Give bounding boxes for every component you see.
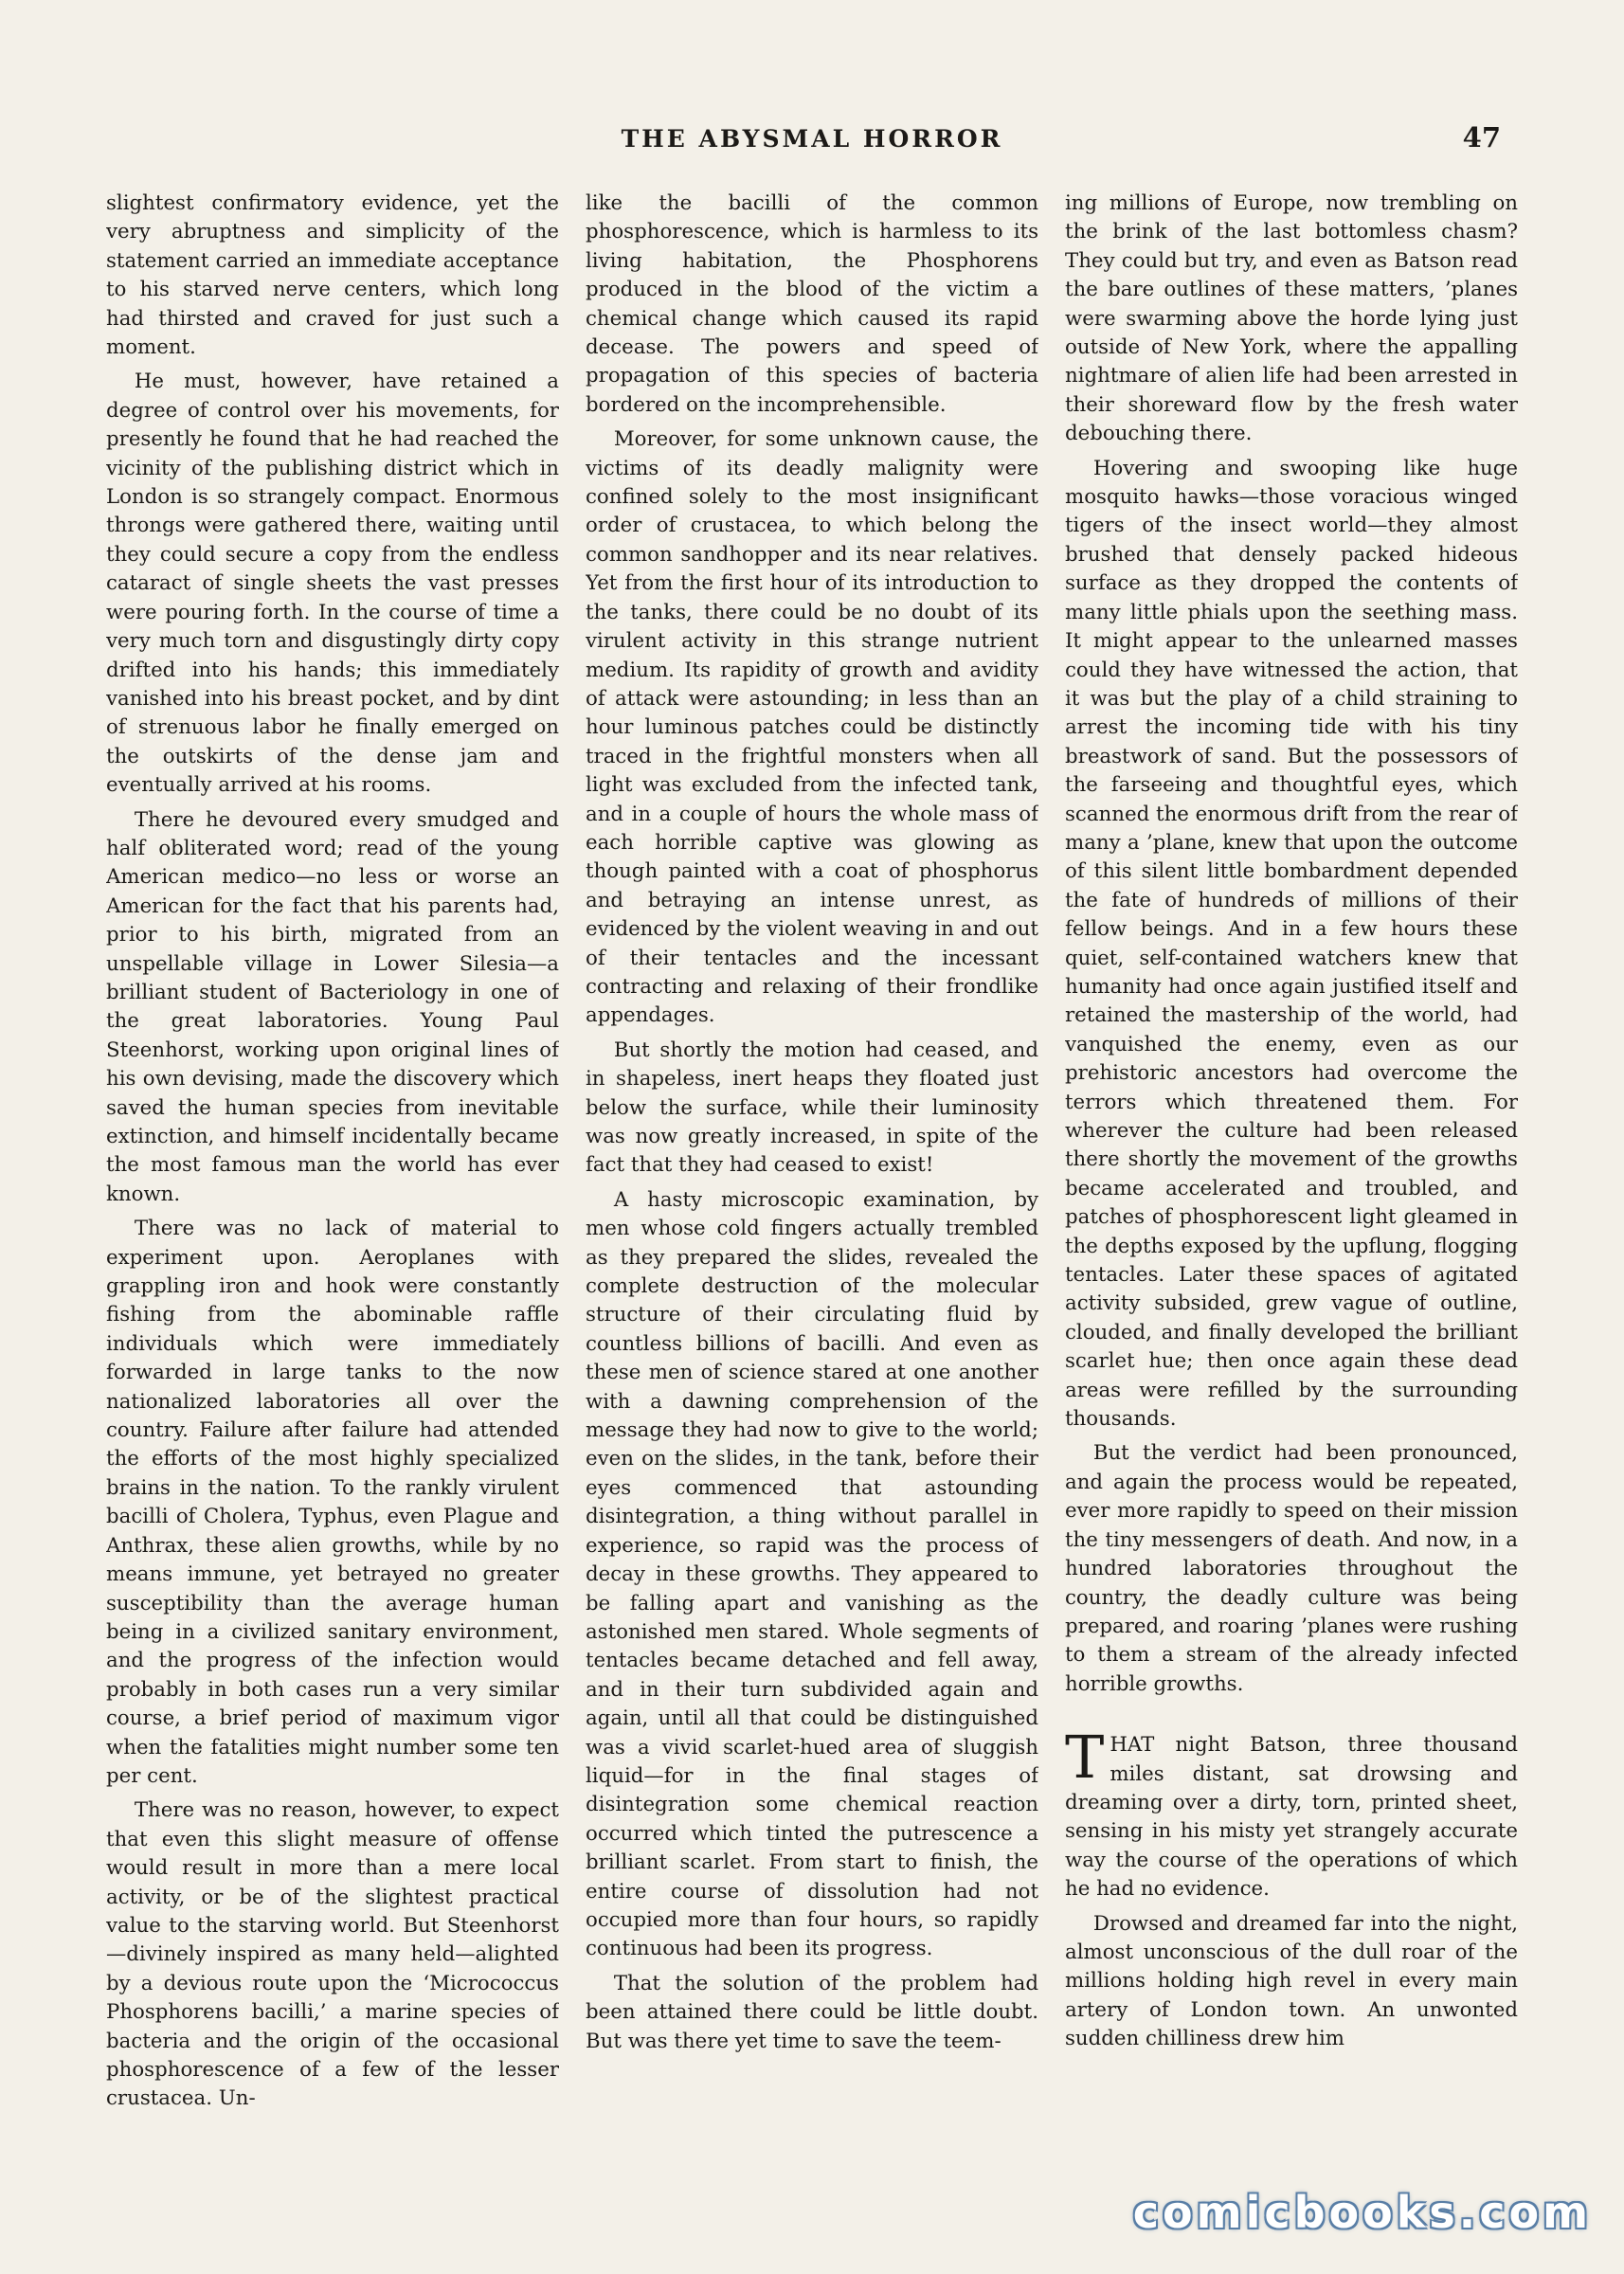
paragraph: like the bacilli of the common phosphorescence, which is harmless to its living habitation, the Phosphorens produced in the blood of the victim a chemical change which caused its rapid decease. The powers and speed of propagation of this species of bacteria bordered on the incomprehensible. [586,191,1038,417]
column-1 [106,190,559,2132]
paragraph: There he devoured every smudged and half obliterated word; read of the young American medico—no less or worse an American for the fact that his parents had, prior to his birth, migrated from an unspellable village in Lower Silesia—a brilliant student of Bacteriology in one of the great laboratories. Young Paul Steenhorst, working upon original lines of his own devising, made the discovery which saved the human species from inevitable extinction, and himself incidentally became the most famous man the world has ever known. [106,807,559,1206]
paragraph: But the verdict had been pronounced, and again the process would be repeated, ever more rapidly to speed on their mission the tiny messengers of death. And now, in a hundred laboratories throughout the country, the deadly culture was being prepared, and roaring ’planes were rushing to them a stream of the already infected horrible growths. [1065,1441,1518,1696]
column-3 [1065,190,1518,2132]
site-watermark: comicbooks.com [1132,2187,1592,2238]
page-number: 47 [1462,121,1501,153]
paragraph: A hasty microscopic examination, by men whose cold fingers actually trembled as they prepared the slides, revealed the complete destruction of the molecular structure of their circulating fluid by countless billions of bacilli. And even as these men of science stared at one another with a dawning comprehension of the message they had now to give to the world; even on the slides, in the tank, before their eyes commenced that astounding disintegration, a thing without parallel in experience, so rapid was the process of decay in these growths. They appeared to be falling apart and vanishing as the astonished men stared. Whole segments of tentacles became detached and fell away, and in their turn subdivided again and again, until all that could be distinguished was a vivid scarlet-hued area of sluggish liquid—for in the final stages of disintegration some chemical reaction occurred which tinted the putrescence a brilliant scarlet. From start to finish, the entire course of dissolution had not occupied more than four hours, so rapidly continuous had been its progress. [586,1187,1038,1961]
paragraph: He must, however, have retained a degree of control over his movements, for presently he found that he had reached the vicinity of the publishing district which in London is so strangely compact. Enormous throngs were gathered there, waiting until they could secure a copy from the endless cataract of single sheets the vast presses were pouring forth. In the course of time a very much torn and disgustingly dirty copy drifted into his hands; this immediately vanished into his breast pocket, and by dint of strenuous labor he finally emerged on the outskirts of the dense jam and eventually arrived at his rooms. [106,370,559,798]
paragraph: ing millions of Europe, now trembling on the brink of the last bottomless chasm? They could but try, and even as Batson read the bare outlines of these matters, ’planes were swarming above the horde lying just outside of New York, where the appalling nightmare of alien life had been arrested in their shoreward flow by the fresh water debouching there. [1065,191,1518,446]
article-body [106,190,1518,2132]
dropcap-paragraph-text: HAT night Batson, three thousand miles distant, sat drowsing and dreaming over a dirty, torn, printed sheet, sensing in his misty yet strangely accurate way the course of the operations of which he had no evidence. [1065,1733,1518,1902]
paragraph: slightest confirmatory evidence, yet the very abruptness and simplicity of the statement carried an immediate acceptance to his starved nerve centers, which long had thirsted and craved for just such a moment. [106,191,559,360]
dropcap-paragraph [1065,1723,1518,1904]
paragraph: There was no reason, however, to expect that even this slight measure of offense would result in more than a mere local activity, or be of the slightest practical value to the starving world. But Steenhorst—divinely inspired as many held—alighted by a devious route upon the ‘Micrococcus Phosphorens bacilli,’ a marine species of bacteria and the origin of the occasional phosphorescence of a few of the lesser crustacea. Un- [106,1798,559,2111]
paragraph: That the solution of the problem had been attained there could be little doubt. But was there yet time to save the teem- [586,1971,1038,2053]
column-2 [586,190,1038,2132]
paragraph: There was no lack of material to experiment upon. Aeroplanes with grappling iron and hook were constantly fishing from the abominable raffle individuals which were immediately forwarded in large tanks to the now nationalized laboratories all over the country. Failure after failure had attended the efforts of the most highly specialized brains in the nation. To the rankly virulent bacilli of Cholera, Typhus, even Plague and Anthrax, these alien growths, while by no means immune, yet betrayed no greater susceptibility than the average human being in a civilized sanitary environment, and the progress of the infection would probably in both cases run a very similar course, a brief period of maximum vigor when the fatalities might number some ten per cent. [106,1217,559,1788]
paragraph: But shortly the motion had ceased, and in shapeless, inert heaps they floated just below the surface, while their luminosity was now greatly increased, in spite of the fact that they had ceased to exist! [586,1038,1038,1178]
running-head: THE ABYSMAL HORROR [621,125,1003,153]
paragraph: Moreover, for some unknown cause, the victims of its deadly malignity were confined solely to the most insignificant order of crustacea, to which belong the common sandhopper and its near relatives. Yet from the first hour of its introduction to the tanks, there could be no doubt of its virulent activity in this strange nutrient medium. Its rapidity of growth and avidity of attack were astounding; in less than an hour luminous patches could be distinctly traced in the frightful monsters when all light was excluded from the infected tank, and in a couple of hours the whole mass of each horrible captive was glowing as though painted with a coat of phosphorus and betraying an intense unrest, as evidenced by the violent weaving in and out of their tentacles and the incessant contracting and relaxing of their frondlike appendages. [586,427,1038,1028]
section-start [1065,1723,1518,1904]
page-header [0,121,1624,163]
paragraph: Drowsed and dreamed far into the night, almost unconscious of the dull roar of the millions holding high revel in every main artery of London town. An unwonted sudden chilliness drew him [1065,1911,1518,2051]
drop-cap: T [1065,1723,1105,1793]
paragraph: Hovering and swooping like huge mosquito hawks—those voracious winged tigers of the insect world—they almost brushed that densely packed hideous surface as they dropped the contents of many little phials upon the seething mass. It might appear to the unlearned masses could they have witnessed the action, that it was but the play of a child straining to arrest the incoming tide with his tiny breastwork of sand. But the possessors of the farseeing and thoughtful eyes, which scanned the enormous drift from the rear of many a ’plane, knew that upon the outcome of this silent little bombardment depended the fate of hundreds of millions of their fellow beings. And in a few hours these quiet, self-contained watchers knew that humanity had once again justified itself and retained the mastership of the world, had vanquished the enemy, even as our prehistoric ancestors had overcome the terrors which threatened them. For wherever the culture had been released there shortly the movement of the growths became accelerated and troubled, and patches of phosphorescent light gleamed in the depths exposed by the upflung, flogging tentacles. Later these spaces of agitated activity subsided, grew vague of outline, clouded, and finally developed the brilliant scarlet hue; then once again these dead areas were refilled by the surrounding thousands. [1065,456,1518,1432]
